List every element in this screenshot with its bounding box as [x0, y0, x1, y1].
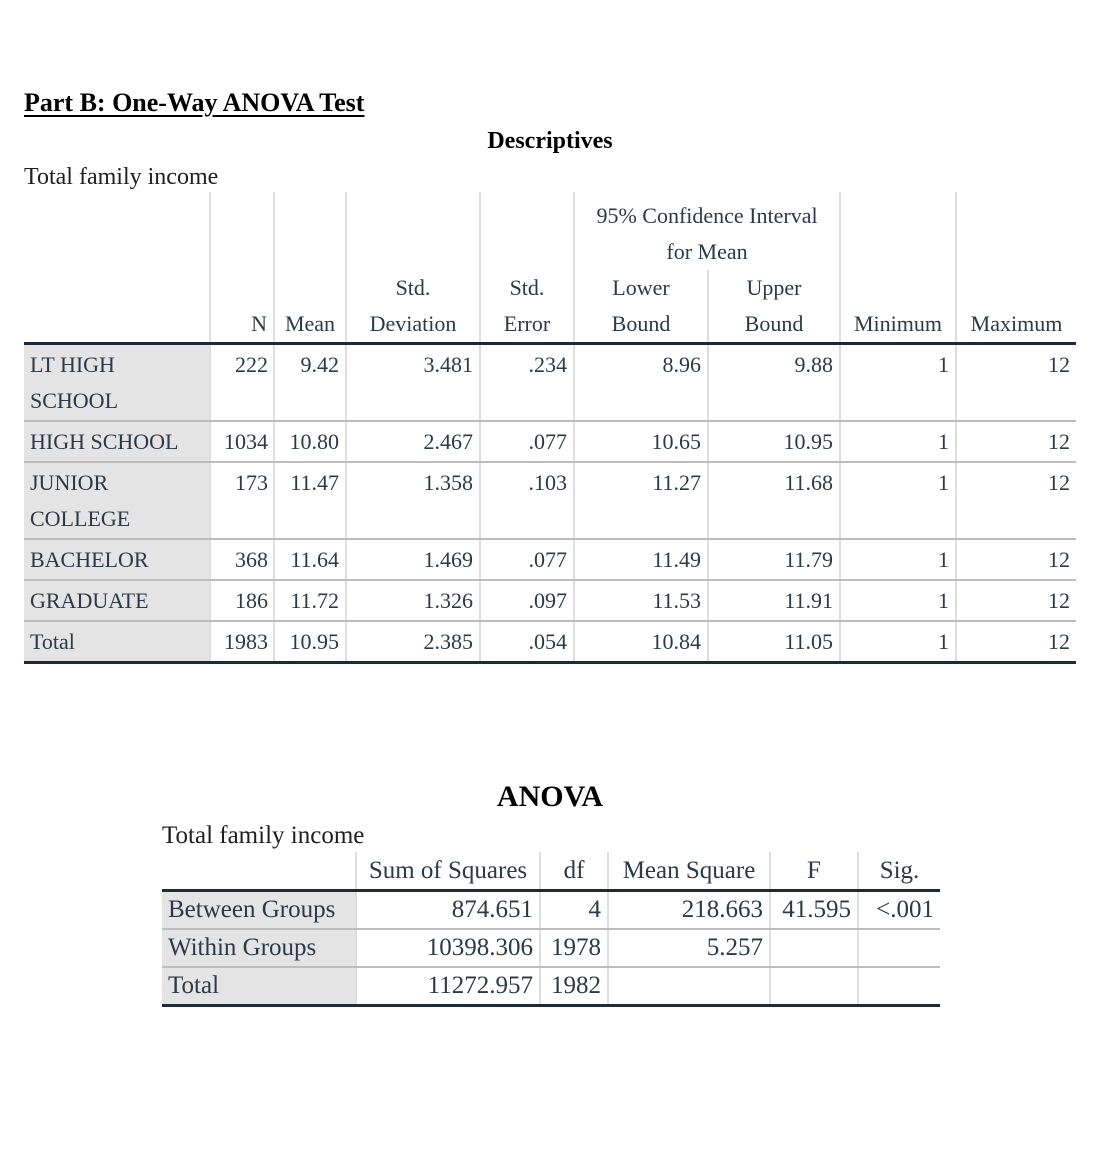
cell-sig: <.001 [858, 891, 940, 930]
table-row [24, 462, 1076, 539]
cell-n: 1983 [210, 621, 274, 663]
table-row-total [24, 621, 1076, 663]
cell-mean-square: 5.257 [608, 929, 770, 967]
cell-maximum: 12 [956, 621, 1076, 663]
descriptives-table [24, 192, 1076, 664]
cell-std-deviation: 3.481 [346, 344, 480, 422]
header-std-deviation [346, 270, 480, 344]
anova-table [162, 852, 940, 1007]
part-title: Part B: One-Way ANOVA Test [24, 88, 365, 117]
header-mean: Mean [274, 270, 346, 344]
cell-f [770, 967, 858, 1006]
row-label: Within Groups [162, 929, 356, 967]
cell-upper-bound: 11.79 [708, 539, 840, 580]
header-mean-square: Mean Square [608, 852, 770, 891]
cell-mean: 11.64 [274, 539, 346, 580]
cell-mean: 10.95 [274, 621, 346, 663]
cell-lower-bound: 10.84 [574, 621, 708, 663]
cell-upper-bound: 11.05 [708, 621, 840, 663]
row-label: Total [162, 967, 356, 1006]
cell-mean-square [608, 967, 770, 1006]
cell-f: 41.595 [770, 891, 858, 930]
cell-n: 222 [210, 344, 274, 422]
table-row [162, 929, 940, 967]
table-row [24, 539, 1076, 580]
cell-minimum: 1 [840, 462, 956, 539]
cell-minimum: 1 [840, 421, 956, 462]
cell-std-deviation: 1.326 [346, 580, 480, 621]
header-upper-bound-line1: Upper [746, 275, 802, 300]
cell-std-error: .077 [480, 421, 574, 462]
header-sum-of-squares: Sum of Squares [356, 852, 540, 891]
cell-df: 1982 [540, 967, 608, 1006]
cell-sig [858, 967, 940, 1006]
cell-std-error: .054 [480, 621, 574, 663]
cell-upper-bound: 11.91 [708, 580, 840, 621]
cell-maximum: 12 [956, 344, 1076, 422]
cell-df: 4 [540, 891, 608, 930]
cell-mean: 9.42 [274, 344, 346, 422]
cell-std-deviation: 1.358 [346, 462, 480, 539]
header-upper-bound-line2: Bound [744, 311, 804, 336]
row-label: LT HIGH SCHOOL [24, 344, 210, 422]
descriptives-caption: Descriptives [487, 128, 613, 154]
anova-dependent-variable: Total family income [162, 822, 365, 849]
row-label: HIGH SCHOOL [24, 421, 210, 462]
cell-maximum: 12 [956, 462, 1076, 539]
header-maximum: Maximum [956, 270, 1076, 344]
cell-maximum: 12 [956, 421, 1076, 462]
cell-lower-bound: 11.49 [574, 539, 708, 580]
ci-header [574, 192, 840, 270]
table-row-total [162, 967, 940, 1006]
cell-lower-bound: 11.53 [574, 580, 708, 621]
cell-minimum: 1 [840, 621, 956, 663]
cell-sig [858, 929, 940, 967]
cell-n: 186 [210, 580, 274, 621]
cell-maximum: 12 [956, 539, 1076, 580]
cell-minimum: 1 [840, 580, 956, 621]
header-df: df [540, 852, 608, 891]
table-row [24, 344, 1076, 422]
header-f: F [770, 852, 858, 891]
cell-lower-bound: 10.65 [574, 421, 708, 462]
cell-n: 173 [210, 462, 274, 539]
cell-mean: 10.80 [274, 421, 346, 462]
header-corner [162, 852, 356, 891]
row-label: Between Groups [162, 891, 356, 930]
header-minimum: Minimum [840, 270, 956, 344]
header-lower-bound-line2: Bound [611, 311, 671, 336]
cell-minimum: 1 [840, 539, 956, 580]
cell-lower-bound: 11.27 [574, 462, 708, 539]
cell-mean-square: 218.663 [608, 891, 770, 930]
cell-mean: 11.72 [274, 580, 346, 621]
header-n: N [210, 270, 274, 344]
cell-std-error: .103 [480, 462, 574, 539]
cell-f [770, 929, 858, 967]
header-sig: Sig. [858, 852, 940, 891]
cell-std-error: .097 [480, 580, 574, 621]
anova-caption: ANOVA [496, 780, 604, 813]
table-row [24, 421, 1076, 462]
table-row [24, 580, 1076, 621]
ci-header-line2: for Mean [666, 239, 748, 264]
cell-mean: 11.47 [274, 462, 346, 539]
cell-n: 1034 [210, 421, 274, 462]
cell-std-error: .077 [480, 539, 574, 580]
header-std-error-line2: Error [503, 311, 551, 336]
header-std-error [480, 270, 574, 344]
table-row [162, 891, 940, 930]
row-label: Total [24, 621, 210, 663]
cell-maximum: 12 [956, 580, 1076, 621]
cell-sum-of-squares: 874.651 [356, 891, 540, 930]
header-std-error-line1: Std. [509, 275, 545, 300]
header-lower-bound [574, 270, 708, 344]
row-label: JUNIOR COLLEGE [24, 462, 210, 539]
header-std-deviation-line2: Deviation [369, 311, 457, 336]
row-label: BACHELOR [24, 539, 210, 580]
cell-upper-bound: 11.68 [708, 462, 840, 539]
cell-upper-bound: 10.95 [708, 421, 840, 462]
ci-header-line1: 95% Confidence Interval [596, 203, 818, 228]
cell-std-error: .234 [480, 344, 574, 422]
cell-std-deviation: 1.469 [346, 539, 480, 580]
cell-n: 368 [210, 539, 274, 580]
header-corner [24, 192, 210, 270]
cell-std-deviation: 2.385 [346, 621, 480, 663]
cell-sum-of-squares: 10398.306 [356, 929, 540, 967]
cell-upper-bound: 9.88 [708, 344, 840, 422]
cell-std-deviation: 2.467 [346, 421, 480, 462]
cell-lower-bound: 8.96 [574, 344, 708, 422]
header-lower-bound-line1: Lower [612, 275, 670, 300]
header-std-deviation-line1: Std. [395, 275, 431, 300]
cell-df: 1978 [540, 929, 608, 967]
row-label: GRADUATE [24, 580, 210, 621]
cell-minimum: 1 [840, 344, 956, 422]
cell-sum-of-squares: 11272.957 [356, 967, 540, 1006]
descriptives-dependent-variable: Total family income [24, 164, 219, 190]
header-upper-bound [708, 270, 840, 344]
